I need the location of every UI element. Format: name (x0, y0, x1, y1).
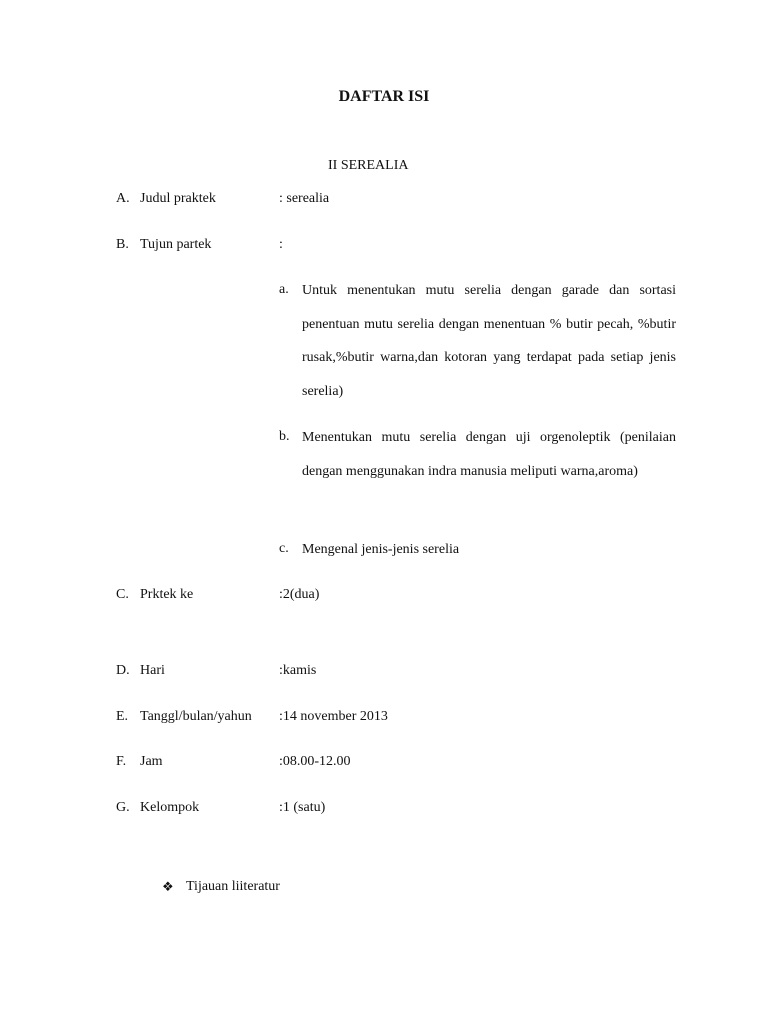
goal-letter: b. (279, 429, 290, 444)
item-value: : serealia (279, 191, 330, 206)
item-value: : (279, 237, 283, 252)
document-title: DAFTAR ISI (338, 88, 430, 105)
item-letter: F. (116, 754, 127, 769)
item-value: :kamis (279, 663, 317, 678)
item-letter: B. (116, 237, 129, 252)
item-value: :08.00-12.00 (279, 754, 351, 769)
item-label: Judul praktek (140, 191, 216, 206)
item-value: :2(dua) (279, 587, 320, 602)
goal-letter: a. (279, 282, 289, 297)
item-label: Kelompok (140, 800, 200, 815)
bullet-text: Tijauan liiteratur (186, 879, 280, 894)
item-label: Jam (140, 754, 163, 769)
item-letter: D. (116, 663, 130, 678)
goal-text: Untuk menentukan mutu serelia dengan garade dan sortasi penentuan mutu serelia dengan menentuan % butir pecah, %butir rusak,%butir warna,dan kotoran yang terdapat pada setiap jenis serelia) (302, 283, 676, 399)
item-label: Hari (140, 663, 165, 678)
item-letter: A. (116, 191, 130, 206)
item-value: :1 (satu) (279, 800, 326, 815)
section-heading: II SEREALIA (328, 158, 409, 173)
item-label: Prktek ke (140, 587, 194, 602)
goal-text: Mengenal jenis-jenis serelia (302, 542, 460, 557)
goal-letter: c. (279, 541, 289, 556)
diamond-bullet-icon: ❖ (162, 879, 174, 894)
item-letter: E. (116, 709, 129, 724)
item-label: Tujun partek (140, 237, 212, 252)
item-label: Tanggl/bulan/yahun (140, 709, 252, 724)
goal-text: Menentukan mutu serelia dengan uji orgenoleptik (penilaian dengan menggunakan indra manusia meliputi warna,aroma) (302, 430, 676, 479)
item-letter: C. (116, 587, 129, 602)
item-letter: G. (116, 800, 130, 815)
item-value: :14 november 2013 (279, 709, 388, 724)
